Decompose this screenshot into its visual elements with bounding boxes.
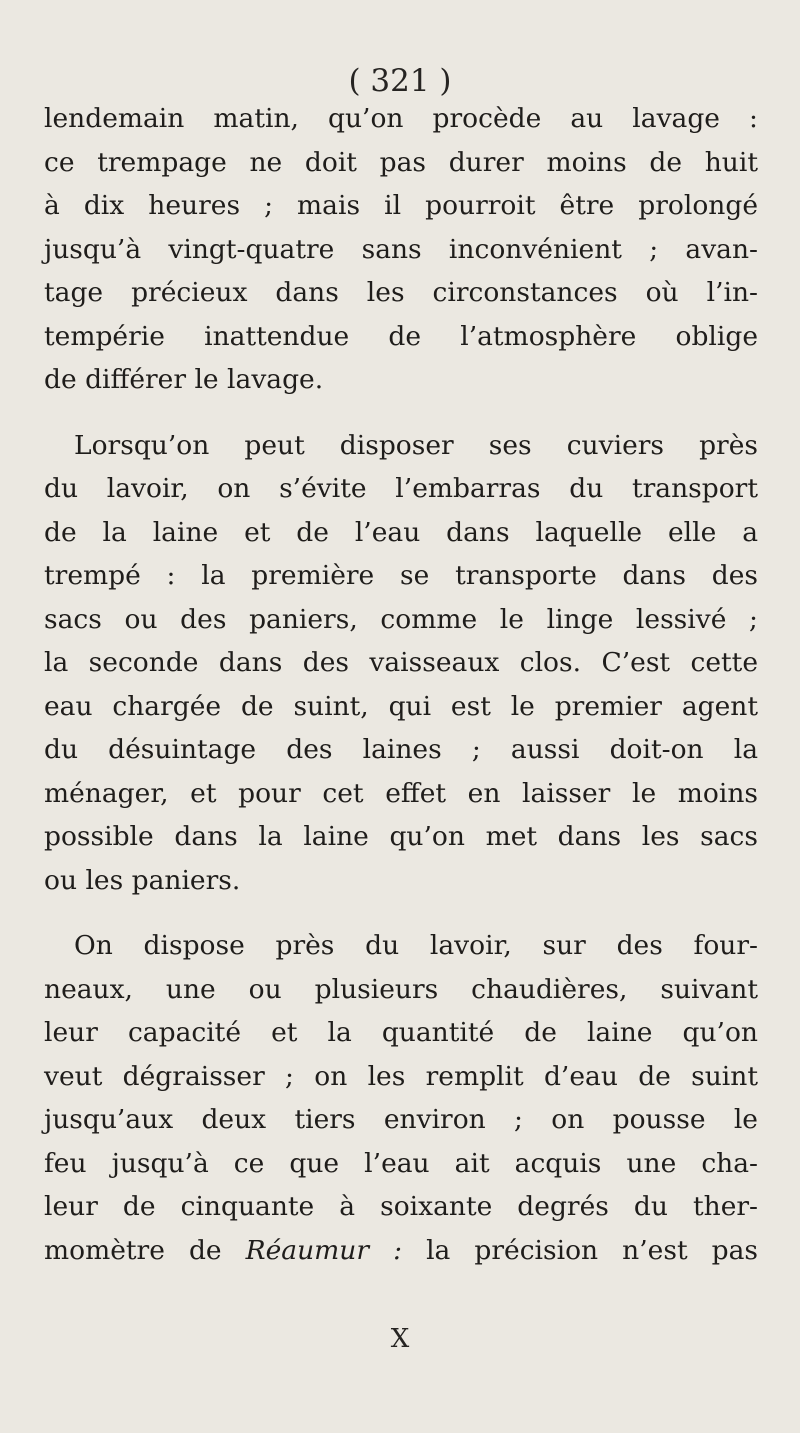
- text-line: de différer le lavage.: [44, 364, 324, 395]
- text-line: trempé : la première se transporte dans des: [44, 560, 758, 591]
- text-line: la seconde dans des vaisseaux clos. C’est cette: [44, 647, 758, 678]
- text-line: ce trempage ne doit pas durer moins de huit: [44, 146, 758, 178]
- text-line: sacs ou des paniers, comme le linge lessivé ;: [44, 603, 758, 635]
- text-line: leur capacité et la quantité de laine qu’on: [44, 1017, 758, 1048]
- text-line: jusqu’aux deux tiers environ ; on pousse le: [44, 1104, 758, 1135]
- text-line: tempérie inattendue de l’atmosphère oblige: [44, 320, 758, 352]
- text-line: à dix heures ; mais il pourroit être prolongé: [44, 190, 758, 221]
- page-number: ( 321 ): [348, 63, 452, 99]
- text-line: de la laine et de l’eau dans laquelle elle a: [44, 516, 758, 548]
- text-line: possible dans la laine qu’on met dans les sacs: [44, 821, 758, 852]
- paragraph-1: [44, 97, 758, 402]
- text-line: Lorsqu’on peut disposer ses cuviers près: [74, 429, 758, 461]
- paragraph-3: [44, 924, 758, 1272]
- text-line: du lavoir, on s’évite l’embarras du transport: [44, 473, 758, 504]
- text-line: ou les paniers.: [44, 864, 241, 896]
- signature-mark: X: [390, 1324, 410, 1354]
- paragraph-2: [44, 424, 758, 903]
- text-line: feu jusqu’à ce que l’eau ait acquis une cha-: [44, 1147, 758, 1179]
- italic-name-reaumur: Réaumur :: [245, 1234, 403, 1266]
- text-line: leur de cinquante à soixante degrés du ther-: [44, 1191, 758, 1222]
- text-line: du désuintage des laines ; aussi doit-on la: [44, 734, 758, 765]
- text-segment: momètre de: [44, 1234, 246, 1266]
- text-line-with-italic: [44, 1229, 758, 1273]
- text-line: eau chargée de suint, qui est le premier agent: [44, 690, 758, 722]
- text-line: On dispose près du lavoir, sur des four-: [74, 930, 758, 961]
- body-text: [44, 97, 758, 1294]
- text-line: ménager, et pour cet effet en laisser le moins: [44, 777, 758, 809]
- text-line: jusqu’à vingt-quatre sans inconvénient ; avan-: [44, 233, 758, 265]
- text-line: veut dégraisser ; on les remplit d’eau de suint: [44, 1060, 758, 1092]
- text-line: tage précieux dans les circonstances où l’in-: [44, 277, 758, 308]
- text-line: lendemain matin, qu’on procède au lavage :: [44, 103, 758, 134]
- text-segment: la précision n’est pas: [402, 1234, 759, 1266]
- text-line: neaux, une ou plusieurs chaudières, suivant: [44, 973, 758, 1005]
